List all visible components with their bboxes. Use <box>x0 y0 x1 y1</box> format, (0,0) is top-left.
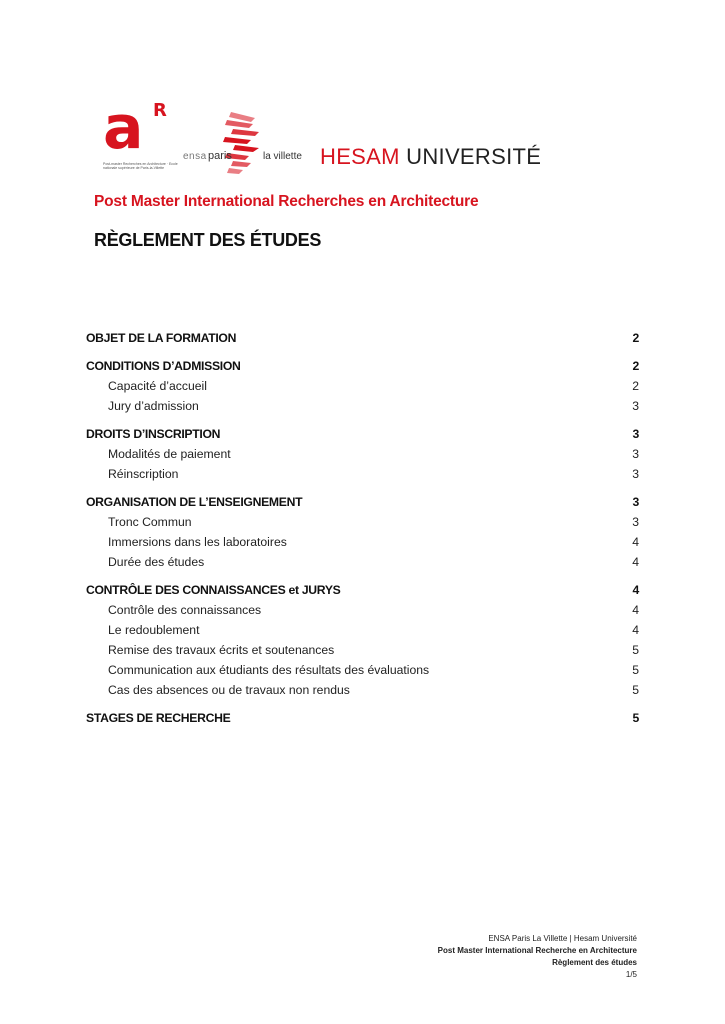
toc-section-entry[interactable] <box>86 424 639 444</box>
toc-section-entry[interactable] <box>86 492 639 512</box>
toc-entry-page: 5 <box>632 683 639 697</box>
hesam-logo-red: HESAM <box>320 144 400 169</box>
toc-entry-label: Jury d’admission <box>108 399 199 413</box>
toc-subsection-entry[interactable] <box>86 376 639 396</box>
toc-subsection-entry[interactable] <box>86 444 639 464</box>
toc-entry-label: Contrôle des connaissances <box>108 603 262 617</box>
toc-entry-page: 2 <box>632 359 639 373</box>
ensa-logo-prefix: ensa <box>183 151 207 162</box>
toc-entry-label: Le redoublement <box>108 623 200 637</box>
toc-entry-page: 3 <box>632 467 639 481</box>
toc-subsection-entry[interactable] <box>86 396 639 416</box>
ar-logo-letter: a <box>103 93 142 163</box>
toc-entry-page: 3 <box>632 515 639 529</box>
ar-logo <box>103 93 183 174</box>
toc-entry-label: ORGANISATION DE L’ENSEIGNEMENT <box>86 495 303 509</box>
ensa-logo-name: paris <box>208 150 232 162</box>
footer-document: Règlement des études <box>552 958 637 967</box>
ar-logo-superscript: R <box>153 100 167 121</box>
toc-entry-label: CONTRÔLE DES CONNAISSANCES et JURYS <box>86 583 341 597</box>
hesam-logo-dark: UNIVERSITÉ <box>406 144 542 169</box>
toc-entry-page: 5 <box>632 643 639 657</box>
toc-subsection-entry[interactable] <box>86 640 639 660</box>
footer-institution: ENSA Paris La Villette | Hesam Université <box>488 934 637 943</box>
toc-entry-page: 4 <box>632 535 639 549</box>
toc-entry-page: 3 <box>632 427 639 441</box>
ar-logo-caption: Post-master Recherches en Architecture · Ecole nationale supérieure de Paris-la-Villette <box>103 162 178 170</box>
toc-entry-label: Communication aux étudiants des résultats des évaluations <box>108 663 430 677</box>
toc-entry-page: 3 <box>632 399 639 413</box>
spiral-staircase-icon <box>211 110 267 176</box>
toc-entry-page: 4 <box>632 623 639 637</box>
toc-entry-label: Réinscription <box>108 467 179 481</box>
toc-entry-label: DROITS D’INSCRIPTION <box>86 427 221 441</box>
toc-entry-page: 2 <box>632 331 639 345</box>
toc-section-entry[interactable] <box>86 580 639 600</box>
toc-subsection-entry[interactable] <box>86 512 639 532</box>
toc-section-entry[interactable] <box>86 356 639 376</box>
hesam-universite-logo <box>320 144 541 170</box>
toc-subsection-entry[interactable] <box>86 680 639 700</box>
footer-program: Post Master International Recherche en Architecture <box>437 946 637 955</box>
toc-entry-label: Modalités de paiement <box>108 447 231 461</box>
toc-entry-page: 5 <box>632 663 639 677</box>
toc-entry-label: Durée des études <box>108 555 205 569</box>
toc-entry-page: 4 <box>632 583 639 597</box>
toc-subsection-entry[interactable] <box>86 600 639 620</box>
document-title: RÈGLEMENT DES ÉTUDES <box>94 230 322 250</box>
ensa-logo-suffix: la villette <box>263 151 302 162</box>
toc-subsection-entry[interactable] <box>86 532 639 552</box>
toc-entry-label: OBJET DE LA FORMATION <box>86 331 237 345</box>
footer-page-number: 1/5 <box>625 970 637 979</box>
toc-subsection-entry[interactable] <box>86 552 639 572</box>
page-footer <box>438 933 637 981</box>
toc-entry-label: STAGES DE RECHERCHE <box>86 711 231 725</box>
toc-entry-label: Remise des travaux écrits et soutenances <box>108 643 335 657</box>
toc-entry-label: Capacité d’accueil <box>108 379 207 393</box>
toc-section-entry[interactable] <box>86 708 639 728</box>
toc-subsection-entry[interactable] <box>86 620 639 640</box>
toc-entry-page: 3 <box>632 495 639 509</box>
program-title: Post Master International Recherches en Architecture <box>94 193 479 210</box>
toc-subsection-entry[interactable] <box>86 660 639 680</box>
toc-section-entry[interactable] <box>86 328 639 348</box>
toc-entry-page: 5 <box>632 711 639 725</box>
toc-entry-label: Immersions dans les laboratoires <box>108 535 287 549</box>
toc-entry-page: 4 <box>632 555 639 569</box>
toc-entry-page: 3 <box>632 447 639 461</box>
toc-entry-label: Cas des absences ou de travaux non rendus <box>108 683 350 697</box>
ensa-logo <box>183 110 313 180</box>
table-of-contents <box>86 328 639 728</box>
toc-entry-page: 4 <box>632 603 639 617</box>
toc-entry-page: 2 <box>632 379 639 393</box>
toc-subsection-entry[interactable] <box>86 464 639 484</box>
toc-entry-label: CONDITIONS D’ADMISSION <box>86 359 241 373</box>
toc-entry-label: Tronc Commun <box>108 515 192 529</box>
